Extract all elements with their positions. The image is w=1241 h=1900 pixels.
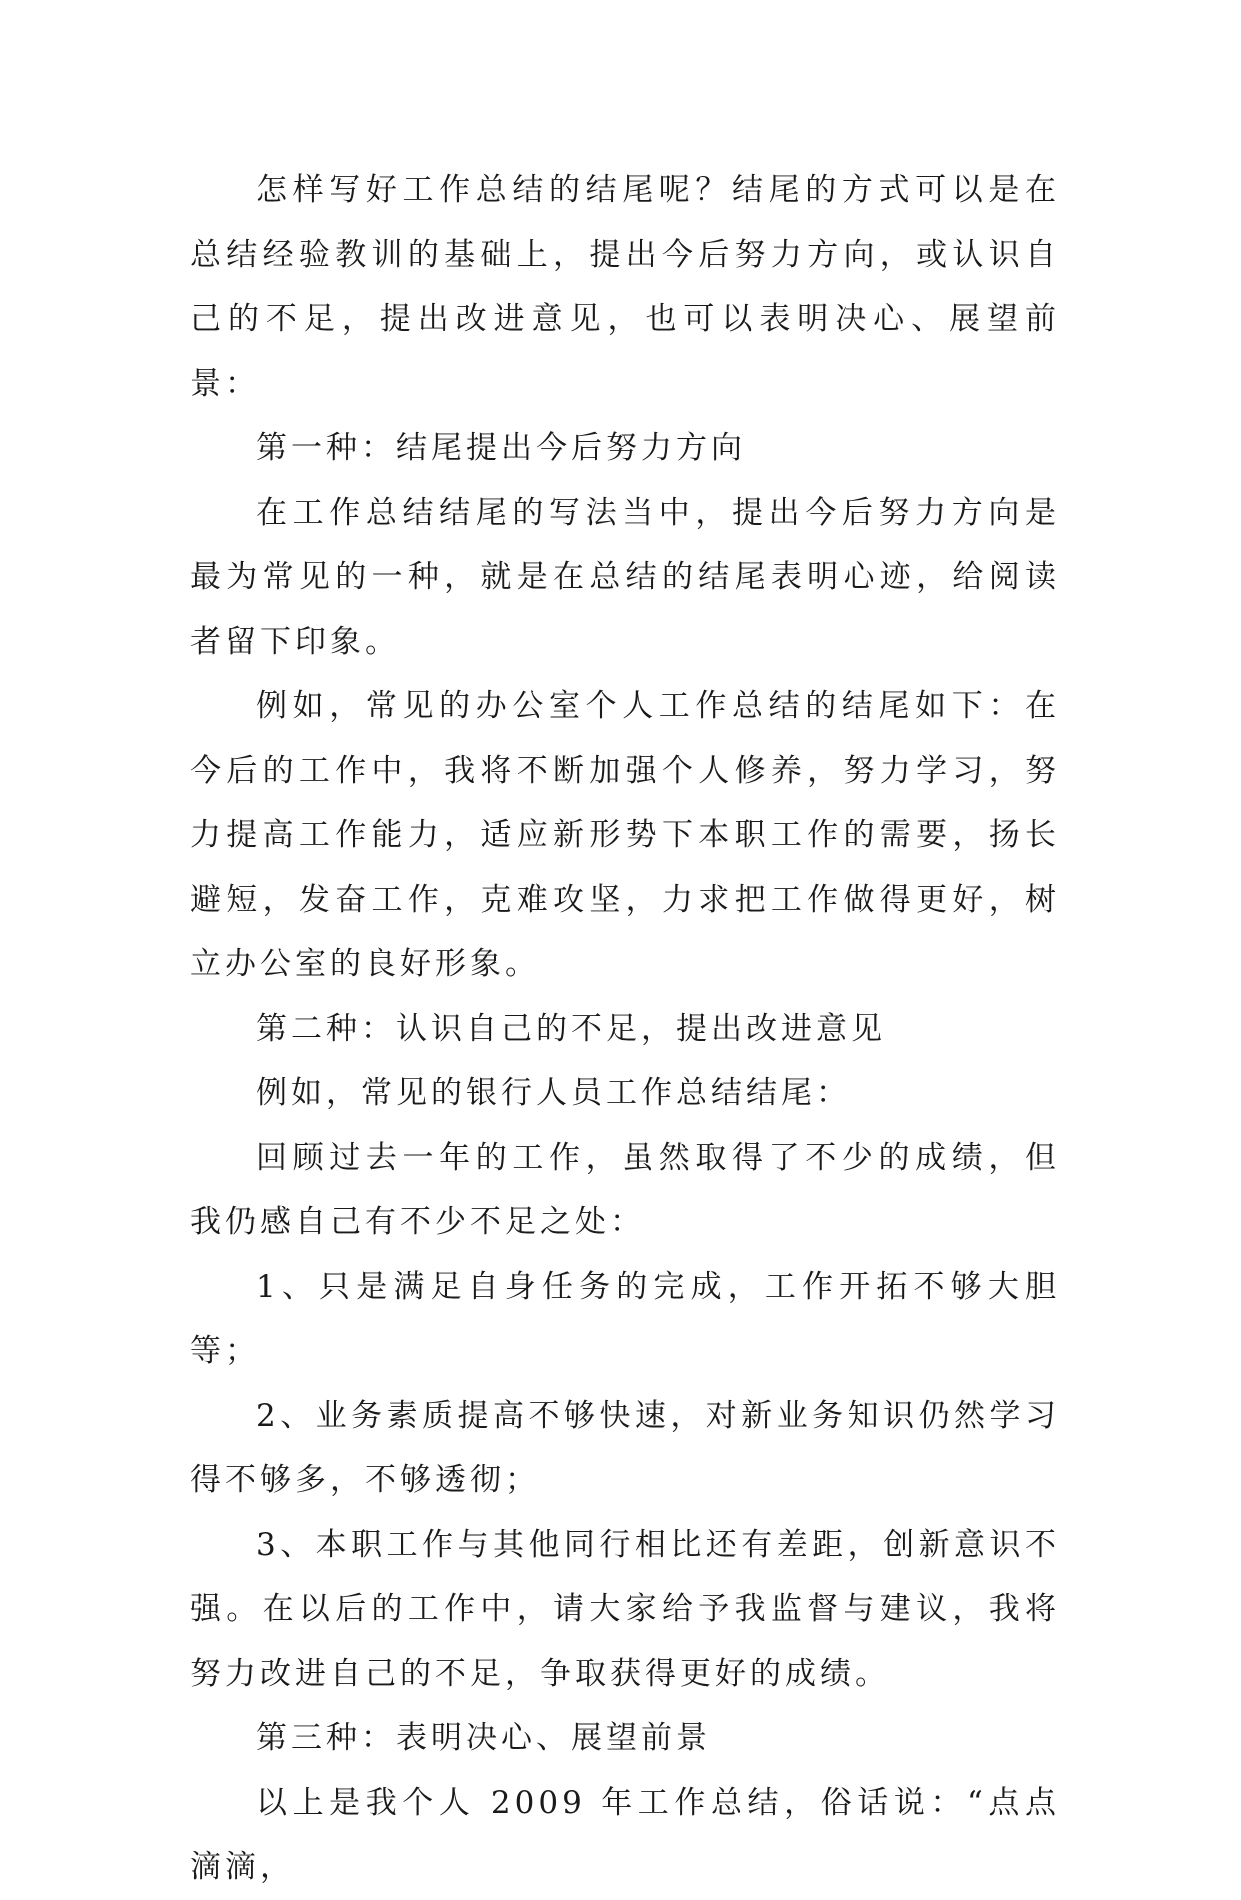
paragraph-summary-2009: 以上是我个人 2009 年工作总结，俗话说：“点点滴滴， bbox=[190, 1784, 1060, 1885]
heading-method-one: 第一种：结尾提出今后努力方向 bbox=[256, 430, 746, 466]
list-item-3: 3、本职工作与其他同行相比还有差距，创新意识不强。在以后的工作中，请大家给予我监督与建议，我将努力改进自己的不足，争取获得更好的成绩。 bbox=[190, 1526, 1060, 1692]
paragraph-intro: 怎样写好工作总结的结尾呢？结尾的方式可以是在总结经验教训的基础上，提出今后努力方向，或认识自己的不足，提出改进意见，也可以表明决心、展望前景： bbox=[190, 172, 1060, 402]
document-body bbox=[190, 158, 1060, 1900]
paragraph-method-one-description: 在工作总结结尾的写法当中，提出今后努力方向是最为常见的一种，就是在总结的结尾表明心迹，给阅读者留下印象。 bbox=[190, 494, 1060, 660]
list-item-2: 2、业务素质提高不够快速，对新业务知识仍然学习得不够多，不够透彻； bbox=[190, 1397, 1060, 1498]
paragraph-review: 回顾过去一年的工作，虽然取得了不少的成绩，但我仍感自己有不少不足之处： bbox=[190, 1139, 1060, 1240]
heading-method-three: 第三种：表明决心、展望前景 bbox=[256, 1720, 711, 1756]
heading-method-two: 第二种：认识自己的不足，提出改进意见 bbox=[256, 1010, 886, 1047]
list-item-1: 1、只是满足自身任务的完成，工作开拓不够大胆等； bbox=[190, 1268, 1060, 1369]
paragraph-bank-example-intro: 例如，常见的银行人员工作总结结尾： bbox=[256, 1075, 851, 1111]
paragraph-office-example: 例如，常见的办公室个人工作总结的结尾如下：在今后的工作中，我将不断加强个人修养，努力学习，努力提高工作能力，适应新形势下本职工作的需要，扬长避短，发奋工作，克难攻坚，力求把工作做得更好，树立办公室的良好形象。 bbox=[190, 688, 1060, 982]
